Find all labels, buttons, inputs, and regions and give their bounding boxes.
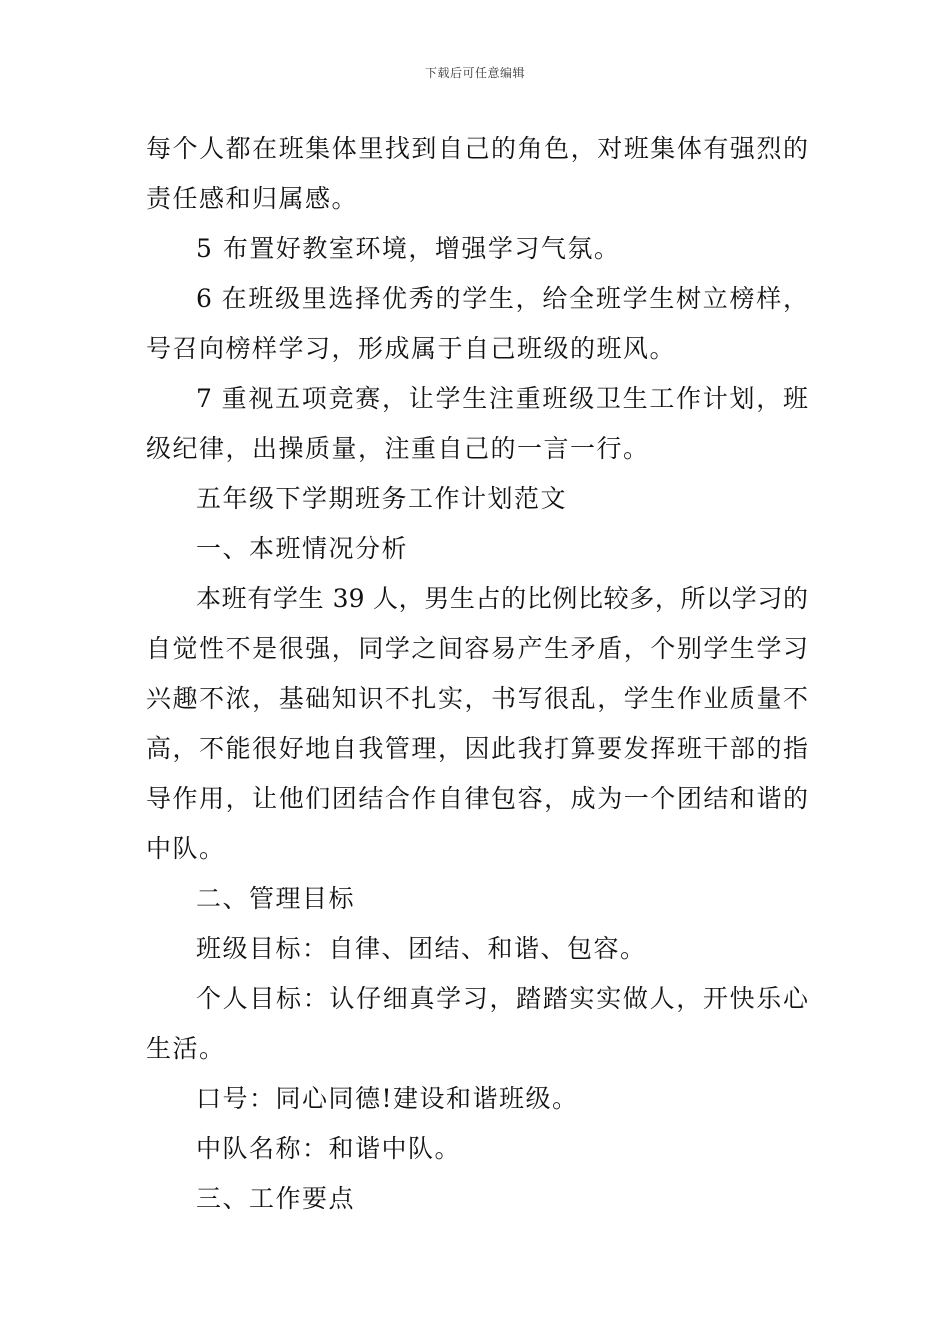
paragraph-line: 每个人都在班集体里找到自己的角色，对班集体有强烈的 <box>146 134 808 163</box>
paragraph-line: 责任感和归属感。 <box>146 184 359 213</box>
section-heading-3: 三、工作要点 <box>196 1184 356 1213</box>
section-title: 五年级下学期班务工作计划范文 <box>196 484 568 513</box>
personal-goal: 个人目标：认仔细真学习，踏踏实实做人，开快乐心 <box>196 984 808 1013</box>
squad-name: 中队名称：和谐中队。 <box>196 1134 462 1163</box>
list-item-6: 6 在班级里选择优秀的学生，给全班学生树立榜样， <box>196 284 808 313</box>
paragraph-line: 生活。 <box>146 1034 226 1063</box>
paragraph-line: 号召向榜样学习，形成属于自己班级的班风。 <box>146 334 677 363</box>
paragraph-line: 自觉性不是很强，同学之间容易产生矛盾，个别学生学习 <box>146 634 808 663</box>
paragraph-line: 中队。 <box>146 834 226 863</box>
paragraph-line: 本班有学生 39 人，男生占的比例比较多，所以学习的 <box>196 584 808 613</box>
paragraph-line: 导作用，让他们团结合作自律包容，成为一个团结和谐的 <box>146 784 808 813</box>
document-body <box>146 124 808 1224</box>
list-item-5: 5 布置好教室环境，增强学习气氛。 <box>196 234 621 263</box>
paragraph-line: 兴趣不浓，基础知识不扎实，书写很乱，学生作业质量不 <box>146 684 808 713</box>
section-heading-1: 一、本班情况分析 <box>196 534 409 563</box>
page-header: 下载后可任意编辑 <box>424 66 525 80</box>
slogan: 口号：同心同德!建设和谐班级。 <box>196 1084 579 1113</box>
class-goal: 班级目标：自律、团结、和谐、包容。 <box>196 934 647 963</box>
section-heading-2: 二、管理目标 <box>196 884 356 913</box>
paragraph-line: 高，不能很好地自我管理，因此我打算要发挥班干部的指 <box>146 734 808 763</box>
paragraph-line: 级纪律，出操质量，注重自己的一言一行。 <box>146 434 650 463</box>
list-item-7: 7 重视五项竞赛，让学生注重班级卫生工作计划，班 <box>196 384 808 413</box>
